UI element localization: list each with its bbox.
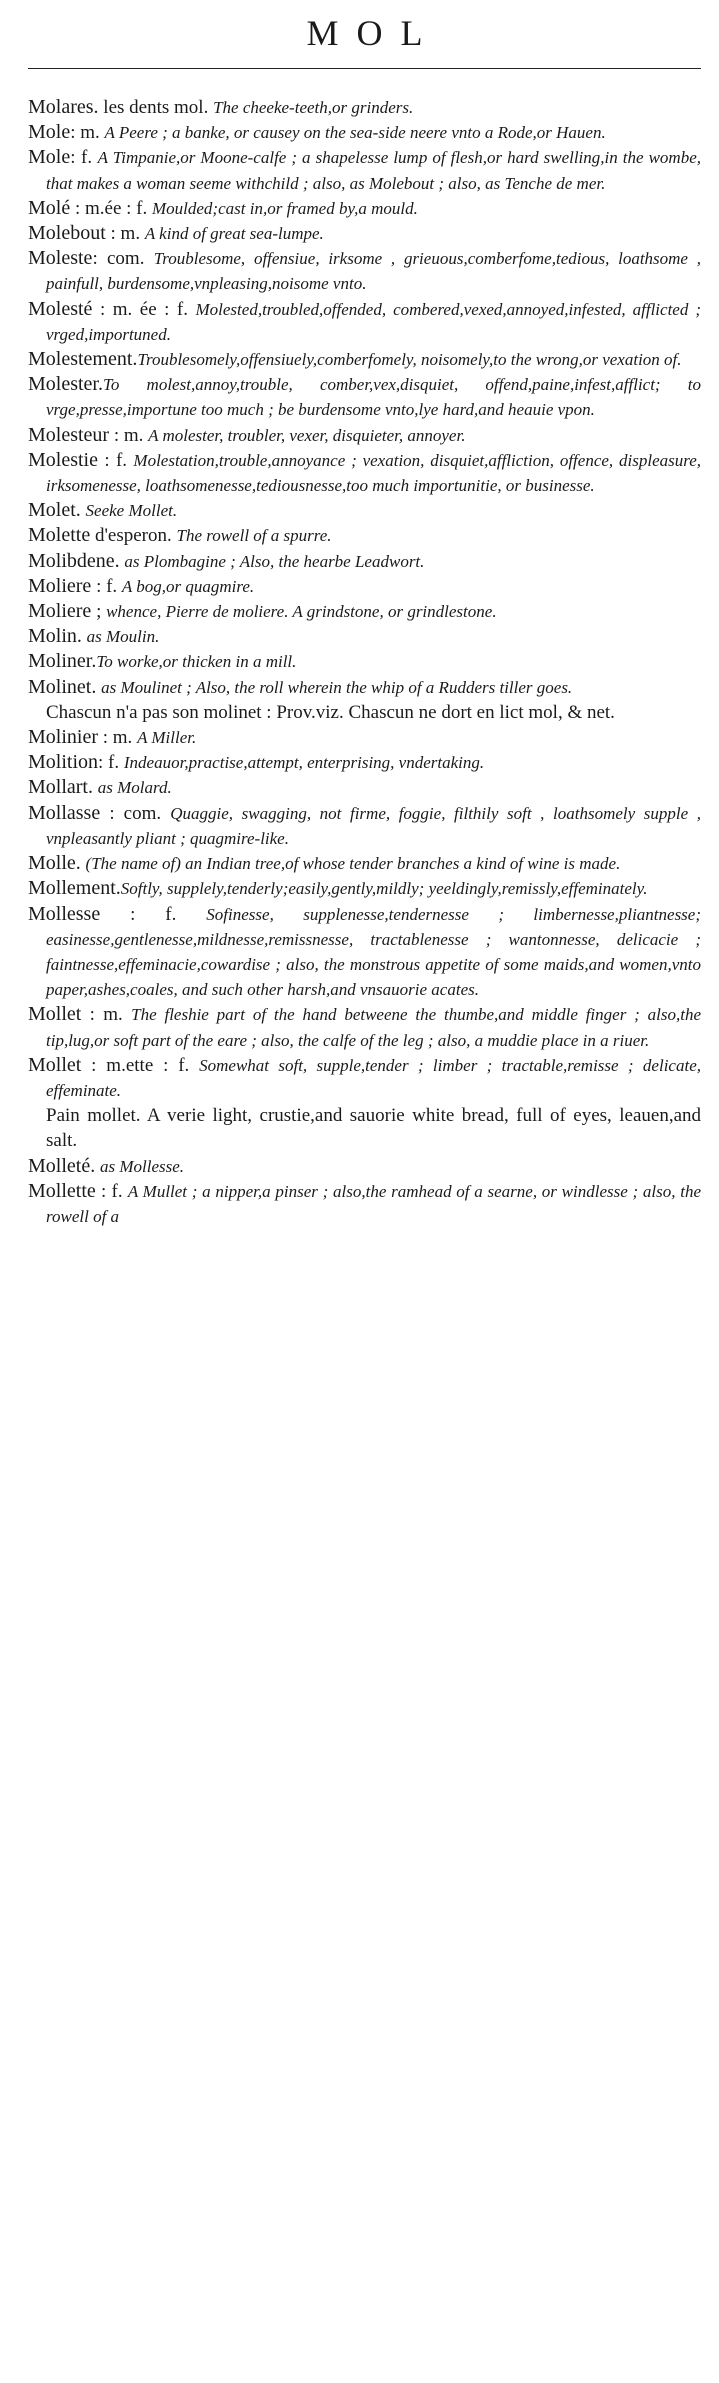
grammar-note: les dents mol.: [98, 97, 214, 118]
grammar-note: : f.: [98, 752, 124, 774]
grammar-note: : f.: [91, 575, 122, 597]
headword: Mollement.: [28, 877, 121, 900]
definition: A Timpanie,or Moone-calfe ; a shapelesse lump of flesh,or hard swelling,in the wombe, that makes a woman seeme withchild ; also, as Molebout ; also, as Tenche de mer.: [46, 148, 701, 193]
dictionary-entry: [28, 246, 701, 296]
dictionary-entry: [28, 649, 701, 674]
definition: The rowell of a spurre.: [176, 526, 332, 546]
definition: Sofinesse, supplenesse,tendernesse ; limbernesse,pliantnesse; easinesse,gentlenesse,mildnesse,remissnesse, tractablenesse ; wantonnesse, delicacie ; faintnesse,effeminacie,cowardise ; also, the monstrous appetite of some maids,and women,vnto paper,ashes,coales, and such other harsh,and vnsauorie acates.: [46, 904, 702, 1000]
grammar-note: : m.: [81, 1004, 132, 1026]
headword: Mollet: [28, 1003, 82, 1026]
grammar-note: : m. ée : f.: [92, 298, 196, 320]
definition: Troublesomely,offensiuely,comberfomely, noisomely,to the wrong,or vexation of.: [137, 350, 682, 370]
headword: Molares.: [28, 96, 99, 118]
headword: Molestе: [28, 247, 93, 270]
dictionary-entry: [28, 775, 701, 800]
headword: Mollet: [28, 1053, 82, 1076]
entry-list: [28, 95, 701, 1229]
definition: Seeke Mollet.: [85, 501, 178, 521]
headword: Molebout: [28, 222, 106, 245]
dictionary-entry: [28, 297, 701, 347]
definition: The fleshie part of the hand betweene the thumbe,and middle finger ; also,the tip,lug,or soft part of the eare ; also, the calfe of the leg ; also, a muddie place in a riuer.: [46, 1005, 701, 1050]
grammar-note: ;: [91, 601, 107, 623]
dictionary-entry: [28, 1154, 701, 1179]
grammar-note: : com.: [92, 248, 154, 270]
definition: Moulded;cast in,or framed by,a mould.: [152, 198, 418, 218]
grammar-note: : com.: [100, 802, 171, 824]
dictionary-entry: [28, 196, 701, 221]
definition: To molest,annoy,trouble, comber,vex,disquiet, offend,paine,infest,afflict; to vrge,presse,importune too much ; be burdensome vnto,lye hard,and heauie vpon.: [46, 375, 701, 420]
dictionary-entry: [28, 1053, 701, 1103]
dictionary-entry: [28, 574, 701, 599]
definition: (The name of) an Indian tree,of whose tender branches a kind of wine is made.: [85, 854, 621, 874]
grammar-note: : m.ée : f.: [70, 197, 152, 219]
definition: as Moulin.: [86, 627, 160, 647]
grammar-note: : f.: [98, 449, 134, 471]
grammar-note: : f.: [70, 147, 98, 169]
dictionary-entry: [28, 624, 701, 649]
definition: To worke,or thicken in a mill.: [96, 652, 297, 672]
grammar-note: : m.: [70, 122, 105, 144]
definition: as Plombagine ; Also, the hearbe Leadwort.: [124, 551, 425, 571]
grammar-note: : m.: [98, 727, 138, 749]
grammar-note: d'esperon.: [90, 525, 177, 547]
sub-entry-text: Chascun n'a pas son molinet : Prov.viz. Chascun ne dort en lict mol, & net.: [46, 701, 615, 723]
dictionary-entry: [28, 448, 701, 498]
headword: Molibdene.: [28, 549, 120, 572]
headword: Moliere: [28, 574, 92, 597]
definition: A bog,or quagmire.: [121, 576, 255, 596]
dictionary-entry: [28, 1002, 701, 1052]
headword: Molesté: [28, 297, 93, 320]
dictionary-entry: [28, 599, 701, 624]
dictionary-entry: [28, 1179, 701, 1229]
dictionary-entry: [28, 347, 701, 372]
definition: A kind of great sea-lumpe.: [144, 224, 324, 244]
headword: Molleté.: [28, 1154, 96, 1177]
dictionary-entry: [28, 902, 701, 1003]
headword: Molinier: [28, 726, 98, 749]
sub-entry-text: Pain mollet. A verie light, crustie,and sauorie white bread, full of eyes, leauen,and salt.: [46, 1105, 701, 1152]
sub-entry: [28, 700, 701, 725]
headword: Mole: [28, 146, 71, 169]
headword: Molestement.: [28, 348, 138, 371]
headword: Molition: [28, 751, 99, 774]
dictionary-entry: [28, 120, 701, 145]
dictionary-entry: [28, 801, 701, 851]
dictionary-entry: [28, 750, 701, 775]
headword: Molle.: [28, 852, 81, 875]
dictionary-entry: [28, 851, 701, 876]
grammar-note: : f.: [100, 903, 207, 925]
headword: Mollesse: [28, 902, 101, 925]
definition: A molester, troubler, vexer, disquieter, annoyer.: [148, 425, 466, 445]
definition: Somewhat soft, supple,tender ; limber ; tractable,remisse ; delicate, effeminate.: [46, 1055, 701, 1100]
grammar-note: : m.: [105, 223, 145, 245]
definition: Troublesome, offensiue, irksome , grieuous,comberfome,tedious, loathsome , painfull, burdensome,vnpleasing,noisome vnto.: [46, 249, 701, 294]
sub-entry: [28, 1103, 701, 1153]
headword: Mole: [28, 121, 71, 144]
dictionary-entry: [28, 549, 701, 574]
definition: Molested,troubled,offended, combered,vexed,annoyed,infested, afflicted ; vrged,importuned.: [46, 299, 702, 344]
headword: Mollasse: [28, 801, 101, 824]
definition: whence, Pierre de moliere. A grindstone, or grindlestone.: [106, 602, 497, 622]
dictionary-entry: [28, 423, 701, 448]
headword: Molette: [28, 524, 91, 547]
headword: Mollette: [28, 1179, 96, 1202]
headword: Moliner.: [28, 650, 97, 673]
definition: Indeauor,practise,attempt, enterprising, vndertaking.: [123, 753, 485, 773]
headword: Molinet.: [28, 675, 97, 698]
dictionary-entry: [28, 876, 701, 901]
headword: Molin.: [28, 625, 82, 648]
grammar-note: : m.: [109, 424, 149, 446]
definition: Molestation,trouble,annoyance ; vexation, disquiet,affliction, offence, displeasure, irksomenesse, loathsomenesse,tediousnesse,too much importunitie, or businesse.: [46, 450, 702, 496]
dictionary-entry: [28, 498, 701, 523]
definition: A Miller.: [137, 728, 197, 748]
running-head: MOL: [306, 13, 441, 53]
dictionary-entry: [28, 675, 701, 700]
headword: Mollart.: [28, 776, 93, 799]
definition: The cheeke-teeth,or grinders.: [213, 98, 414, 117]
definition: as Molard.: [97, 778, 172, 798]
headword: Molé: [28, 196, 71, 219]
dictionary-entry: [28, 725, 701, 750]
headword: Molet.: [28, 499, 81, 522]
dictionary-entry: [28, 95, 701, 120]
definition: as Moulinet ; Also, the roll wherein the whip of a Rudders tiller goes.: [101, 677, 573, 697]
dictionary-entry: [28, 523, 701, 548]
definition: Quaggie, swagging, not firme, foggie, filthily soft , loathsomely supple , vnpleasantly pliant ; quagmire-like.: [46, 803, 701, 848]
definition: A Peere ; a banke, or causey on the sea-side neere vnto a Rode,or Hauen.: [104, 123, 606, 143]
header-rule: [28, 68, 701, 69]
grammar-note: : m.ette : f.: [81, 1054, 200, 1076]
grammar-note: : f.: [95, 1180, 128, 1202]
dictionary-entry: [28, 372, 701, 422]
headword: Molesteur: [28, 423, 110, 446]
headword: Moliere: [28, 600, 92, 623]
headword: Molester.: [28, 373, 103, 396]
definition: A Mullet ; a nipper,a pinser ; also,the ramhead of a searne, or windlesse ; also, the rowell of a: [46, 1181, 702, 1226]
headword: Molestie: [28, 448, 98, 471]
definition: Softly, supplely,tenderly;easily,gently,mildly; yeeldingly,remissly,effeminately.: [120, 879, 648, 899]
dictionary-entry: [28, 221, 701, 246]
dictionary-entry: [28, 145, 701, 195]
definition: as Mollesse.: [99, 1156, 185, 1176]
